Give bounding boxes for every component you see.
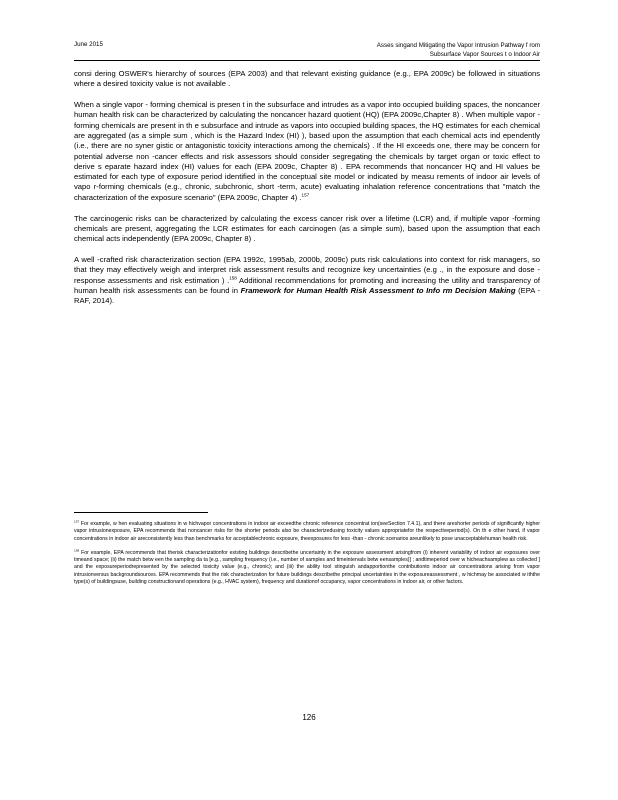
footnote-157 <box>74 521 540 543</box>
header-title-line-2: Subsurface Vapor Sources t o Indoor Air <box>429 51 540 58</box>
header-date: June 2015 <box>74 41 103 48</box>
paragraph-4-citation: (EPA -RAF, 2014). <box>74 285 540 306</box>
footnote-marker-157: 157 <box>301 192 310 198</box>
page-number: 126 <box>302 713 316 722</box>
footnote-157-text: For example, w hen evaluating situations in w hichvapor concentrations in indoor air exceedthe chronic reference concentrat ion(seeSection 7.4.1), and there areshorter periods of significantly higher vapor intrusionexposure, EPA recommends that noncancer risks for the shorter periods also be characterizedusing toxicity values appropriatefor the respectiveperiod(s). On th e other hand, if vapor concentrations in indoor air areconsistently less than benchmarks for acceptablechronic exposure, theexposures for less -than - chronic scenarios areunlikely to pose unacceptablehuman health risk. <box>74 521 540 542</box>
footnote-157-marker: 157 <box>74 519 80 524</box>
paragraph-4-text-b: Additional recommendations for promoting and increasing the utility and transparency of human health risk assessments can be found in <box>74 275 540 295</box>
paragraph-2 <box>74 100 540 203</box>
header-title-line-1: Asses singand Mitigating the Vapor Intrusion Pathway f rom <box>376 42 540 49</box>
paragraph-3: The carcinogenic risks can be characterized by calculating the excess cancer risk over a lifetime (LCR) and, if multiple vapor -forming chemicals are present, aggregating the LCR estimates for each carcinogen (as a simple sum), based upon the assumption that each chemical acts independently (EPA 2009c, Chapter 8) . <box>74 213 540 244</box>
paragraph-2-text: When a single vapor - forming chemical is presen t in the subsurface and intrudes as a vapor into occupied building spaces, the noncancer human health risk can be characterized by calculating the noncancer hazard quotient (HQ) (EPA 2009c,Chapter 8) . When multiple vapor -forming chemicals are present in th e subsurface and intrude as vapors into occupied building spaces, the HQ estimates for each chemical are aggregated (as a simple sum , which is the Hazard Index (HI) ), based upon the assumption that each chemical acts ind ependently (i.e., there are no syner gistic or antagonistic toxicity interactions among the chemicals) . If the HI exceeds one, there may be concern for potential adverse non -cancer effects and risk assessors should consider segregating the chemicals by target organ or toxic effect to derive s eparate hazard index (HI) values for each (EPA 2009c, Chapter 8) . EPA recommends that noncancer HQ and HI values be estimated for each type of exposure period identified in the conceptual site model or indicated by measu rements of indoor air levels of vapo r-forming chemicals (e.g., chronic, subchronic, short -term, acute) evaluating inhalation reference concentrations that "match the characterization of the exposure scenario" (EPA 2009c, Chapter 4) . <box>74 100 540 202</box>
footnote-158-marker: 158 <box>74 548 80 553</box>
paragraph-4-text-a: A well -crafted risk characterization section (EPA 1992c, 1995ab, 2000b, 2009c) puts risk calculations into context for risk managers, so that they may effectively weigh and interpret risk assessment results and recognize key uncertainties (e.g ., in the exposure and dose -response assessments and risk estimation ) . <box>74 254 540 285</box>
footnote-marker-158: 158 <box>229 275 237 281</box>
header-title <box>377 41 540 59</box>
header-rule <box>74 60 540 61</box>
footnote-158-text: For example, EPA recommends that therisk characterizationfor existing buildings describethe uncertainty in the exposure assessment arisingfrom (i) inherent variability of indoor air exposures over timeand space; (ii) the match betw een the sampling da ta [e.g., sampling frequency (i.e., number of samples and timeintervals betw eensamples)] ; andtimeperiod over w hicheachsamplew as collected ] and the exposureperiodrepresented by the selected toxicity value (e.g., chronic); and (iii) the ability tool stinguish andapportionthe contributionto indoor air concentrations arising from vapor intrusionversus backgroundsources. EPA recommends that the risk characterization for future buildings describethe principal uncertainties in the exposureassessment , w hichmay be associated w iththe type(s) of buildingsuse, building constructionand operations (e.g., HVAC system), frequency and durationof occupancy, vapor concentrations in indoor air, or other factors. <box>74 549 540 586</box>
footnote-rule <box>74 512 208 513</box>
footnotes <box>74 521 540 593</box>
paragraph-1: consi dering OSWER's hierarchy of sources (EPA 2003) and that relevant existing guidance (e.g., EPA 2009c) be followed in situations where a desired toxicity value is not available . <box>74 69 540 89</box>
footnote-158 <box>74 550 540 586</box>
framework-title: Framework for Human Health Risk Assessment to Info rm Decision Making <box>240 285 516 295</box>
paragraph-4 <box>74 255 540 306</box>
body-text <box>74 69 540 317</box>
